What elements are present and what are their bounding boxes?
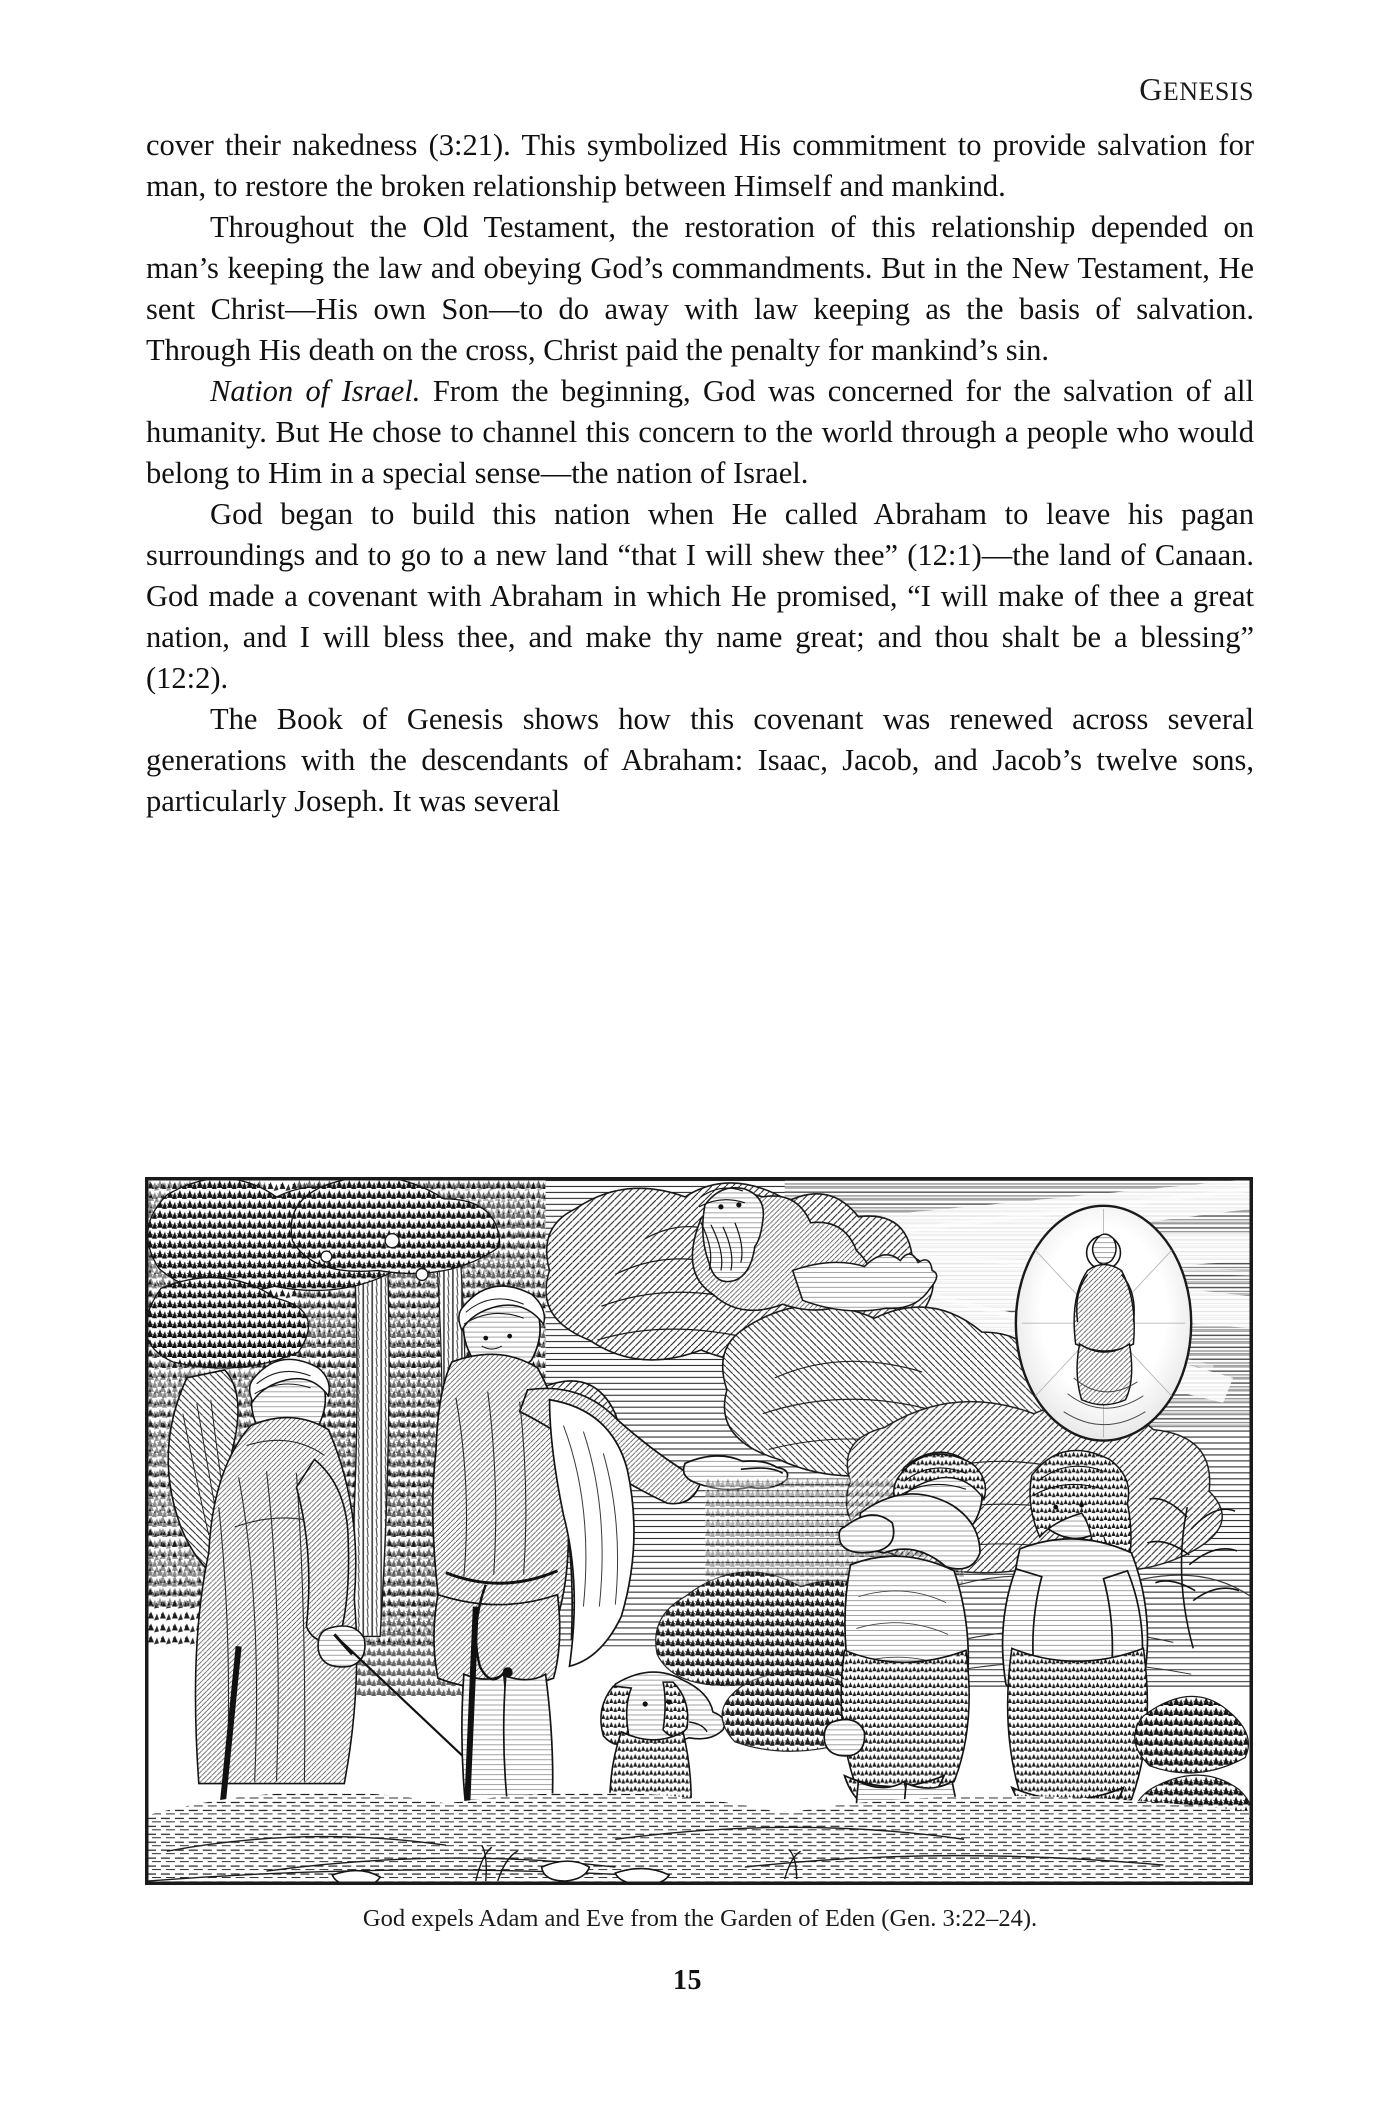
paragraph-3 (146, 371, 1254, 494)
paragraph-3-body: From the beginning, God was concerned for the salvation of all humanity. But He chose to channel this concern to the world through a people who would belong to Him in a special sense—the nation of Israel. (146, 374, 1255, 491)
paragraph-4: God began to build this nation when He called Abraham to leave his pagan surroundings and to go to a new land “that I will shew thee” (12:1)—the land of Canaan. God made a covenant with Abraham in which He promised, “I will make of thee a great nation, and I will bless thee, and make thy name great; and thou shalt be a blessing” (12:2). (146, 497, 1254, 696)
paragraph-1: cover their nakedness (3:21). This symbolized His commitment to provide salvation for man, to restore the broken relationship between Himself and mankind. (146, 128, 1254, 204)
running-head-initial: G (1139, 71, 1163, 107)
text-column (146, 72, 1254, 822)
page-number: 15 (673, 1965, 702, 1996)
figure (145, 1177, 1255, 1935)
paragraph-3-lead-italic: Nation of Israel. (210, 374, 421, 409)
figure-caption: God expels Adam and Eve from the Garden of Eden (Gen. 3:22–24). (362, 1905, 1038, 1932)
running-head (146, 72, 1254, 107)
running-head-rest: ENESIS (1162, 77, 1254, 106)
paragraph-2: Throughout the Old Testament, the restoration of this relationship depended on man’s keeping the law and obeying God’s commandments. But in the New Testament, He sent Christ—His own Son—to do away with law keeping as the basis of salvation. Through His death on the cross, Christ paid the penalty for mankind’s sin. (146, 210, 1254, 368)
illustration-plate (145, 1177, 1253, 1885)
eden-expulsion-engraving (147, 1179, 1251, 1883)
paragraph-5: The Book of Genesis shows how this covenant was renewed across several generations with the descendants of Abraham: Isaac, Jacob, and Jacob’s twelve sons, particularly Joseph. It was several (146, 702, 1254, 819)
